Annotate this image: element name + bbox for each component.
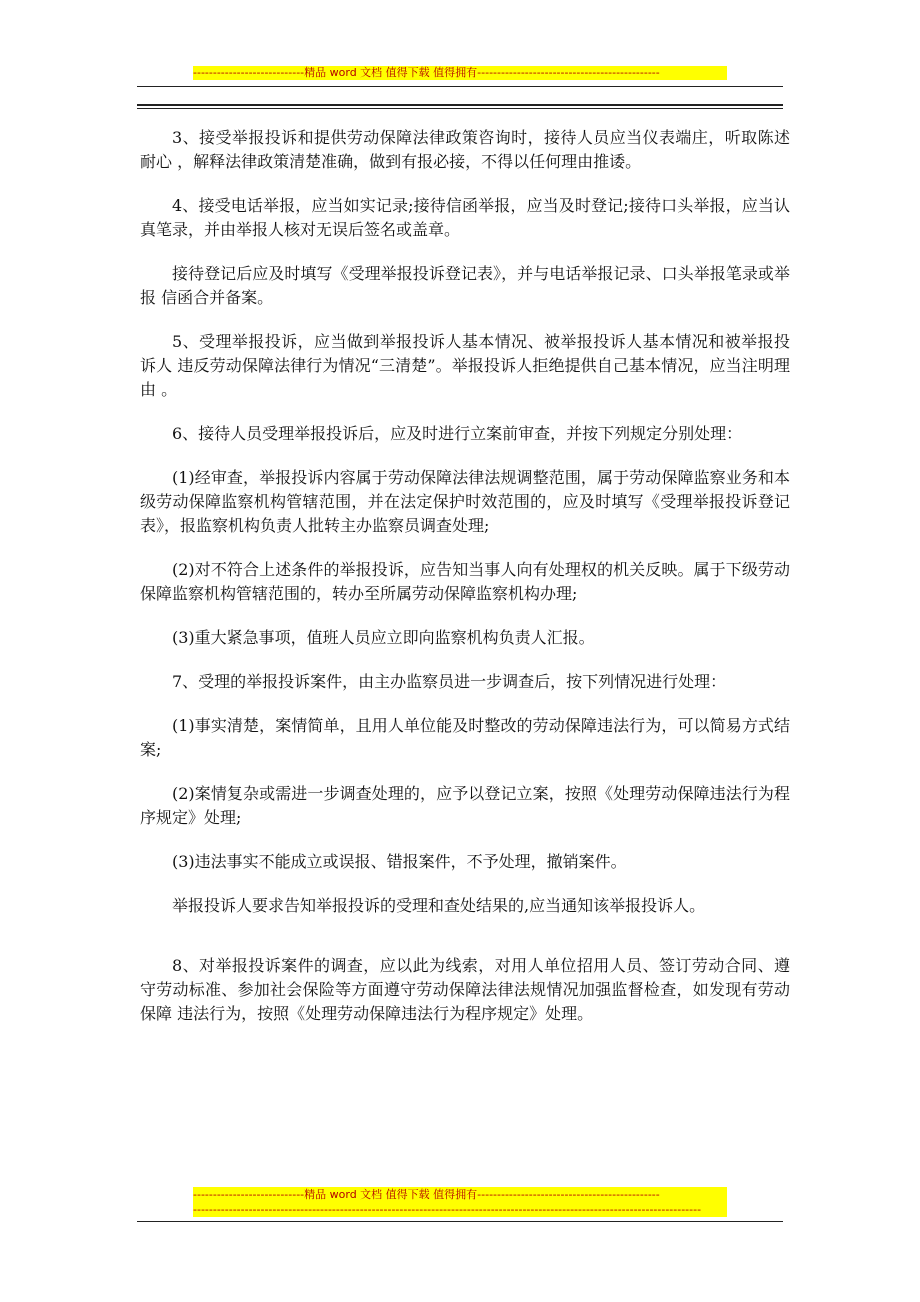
- paragraph: 5、受理举报投诉，应当做到举报投诉人基本情况、被举报投诉人基本情况和被举报投诉人 违反劳动保障法律行为情况“三清楚”。举报投诉人拒绝提供自己基本情况，应当注明理由 。: [140, 332, 790, 399]
- paragraph: 6、接待人员受理举报投诉后，应及时进行立案前审查，并按下列规定分别处理：: [172, 424, 743, 443]
- paragraph: (2)案情复杂或需进一步调查处理的，应予以登记立案，按照《处理劳动保障违法行为程序规定》处理;: [140, 784, 790, 827]
- header-double-rule-thick: [137, 104, 783, 106]
- paragraph: 举报投诉人要求告知举报投诉的受理和查处结果的,应当通知该举报投诉人。: [172, 896, 706, 915]
- paragraph: 7、受理的举报投诉案件，由主办监察员进一步调查后，按下列情况进行处理：: [172, 672, 727, 691]
- header-banner-text: ----------------------------精品 word 文档 值得下载 值得拥有----------------------------------------------: [193, 66, 660, 79]
- header-banner: [193, 66, 727, 80]
- document-body: [140, 126, 790, 1026]
- footer-banner-text: ----------------------------精品 word 文档 值得下载 值得拥有----------------------------------------------: [193, 1188, 660, 1201]
- paragraph: 接待登记后应及时填写《受理举报投诉登记表》，并与电话举报记录、口头举报笔录或举报 信函合并备案。: [140, 264, 790, 307]
- paragraph: 8、对举报投诉案件的调查，应以此为线索，对用人单位招用人员、签订劳动合同、遵守劳动标准、参加社会保险等方面遵守劳动保障法律法规情况加强监督检查，如发现有劳动保障 违法行为，按照《处理劳动保障违法行为程序规定》处理。: [140, 956, 790, 1023]
- paragraph: 3、接受举报投诉和提供劳动保障法律政策咨询时，接待人员应当仪表端庄，听取陈述耐心 ，解释法律政策清楚准确，做到有报必接，不得以任何理由推诿。: [140, 128, 790, 171]
- header-double-rule-thin: [137, 108, 783, 109]
- footer-banner: [193, 1187, 727, 1217]
- header-rule: [137, 86, 783, 87]
- paragraph: (3)违法事实不能成立或误报、错报案件，不予处理，撤销案件。: [172, 852, 627, 871]
- paragraph: (3)重大紧急事项，值班人员应立即向监察机构负责人汇报。: [172, 628, 595, 647]
- footer-banner-dashes: --------------------------------------------------------------------------------------------------------------------------------: [193, 1203, 702, 1216]
- paragraph: (2)对不符合上述条件的举报投诉，应告知当事人向有处理权的机关反映。属于下级劳动 保障监察机构管辖范围的，转办至所属劳动保障监察机构办理;: [140, 560, 790, 603]
- paragraph: 4、接受电话举报，应当如实记录;接待信函举报，应当及时登记;接待口头举报，应当认真笔录，并由举报人核对无误后签名或盖章。: [140, 196, 790, 239]
- paragraph: (1)经审查，举报投诉内容属于劳动保障法律法规调整范围，属于劳动保障监察业务和本级劳动保障监察机构管辖范围，并在法定保护时效范围的，应及时填写《受理举报投诉登记 表》，报监察机构负责人批转主办监察员调查处理;: [140, 468, 790, 535]
- footer-rule: [137, 1221, 783, 1222]
- paragraph: (1)事实清楚，案情简单，且用人单位能及时整改的劳动保障违法行为，可以简易方式结 案;: [140, 716, 790, 759]
